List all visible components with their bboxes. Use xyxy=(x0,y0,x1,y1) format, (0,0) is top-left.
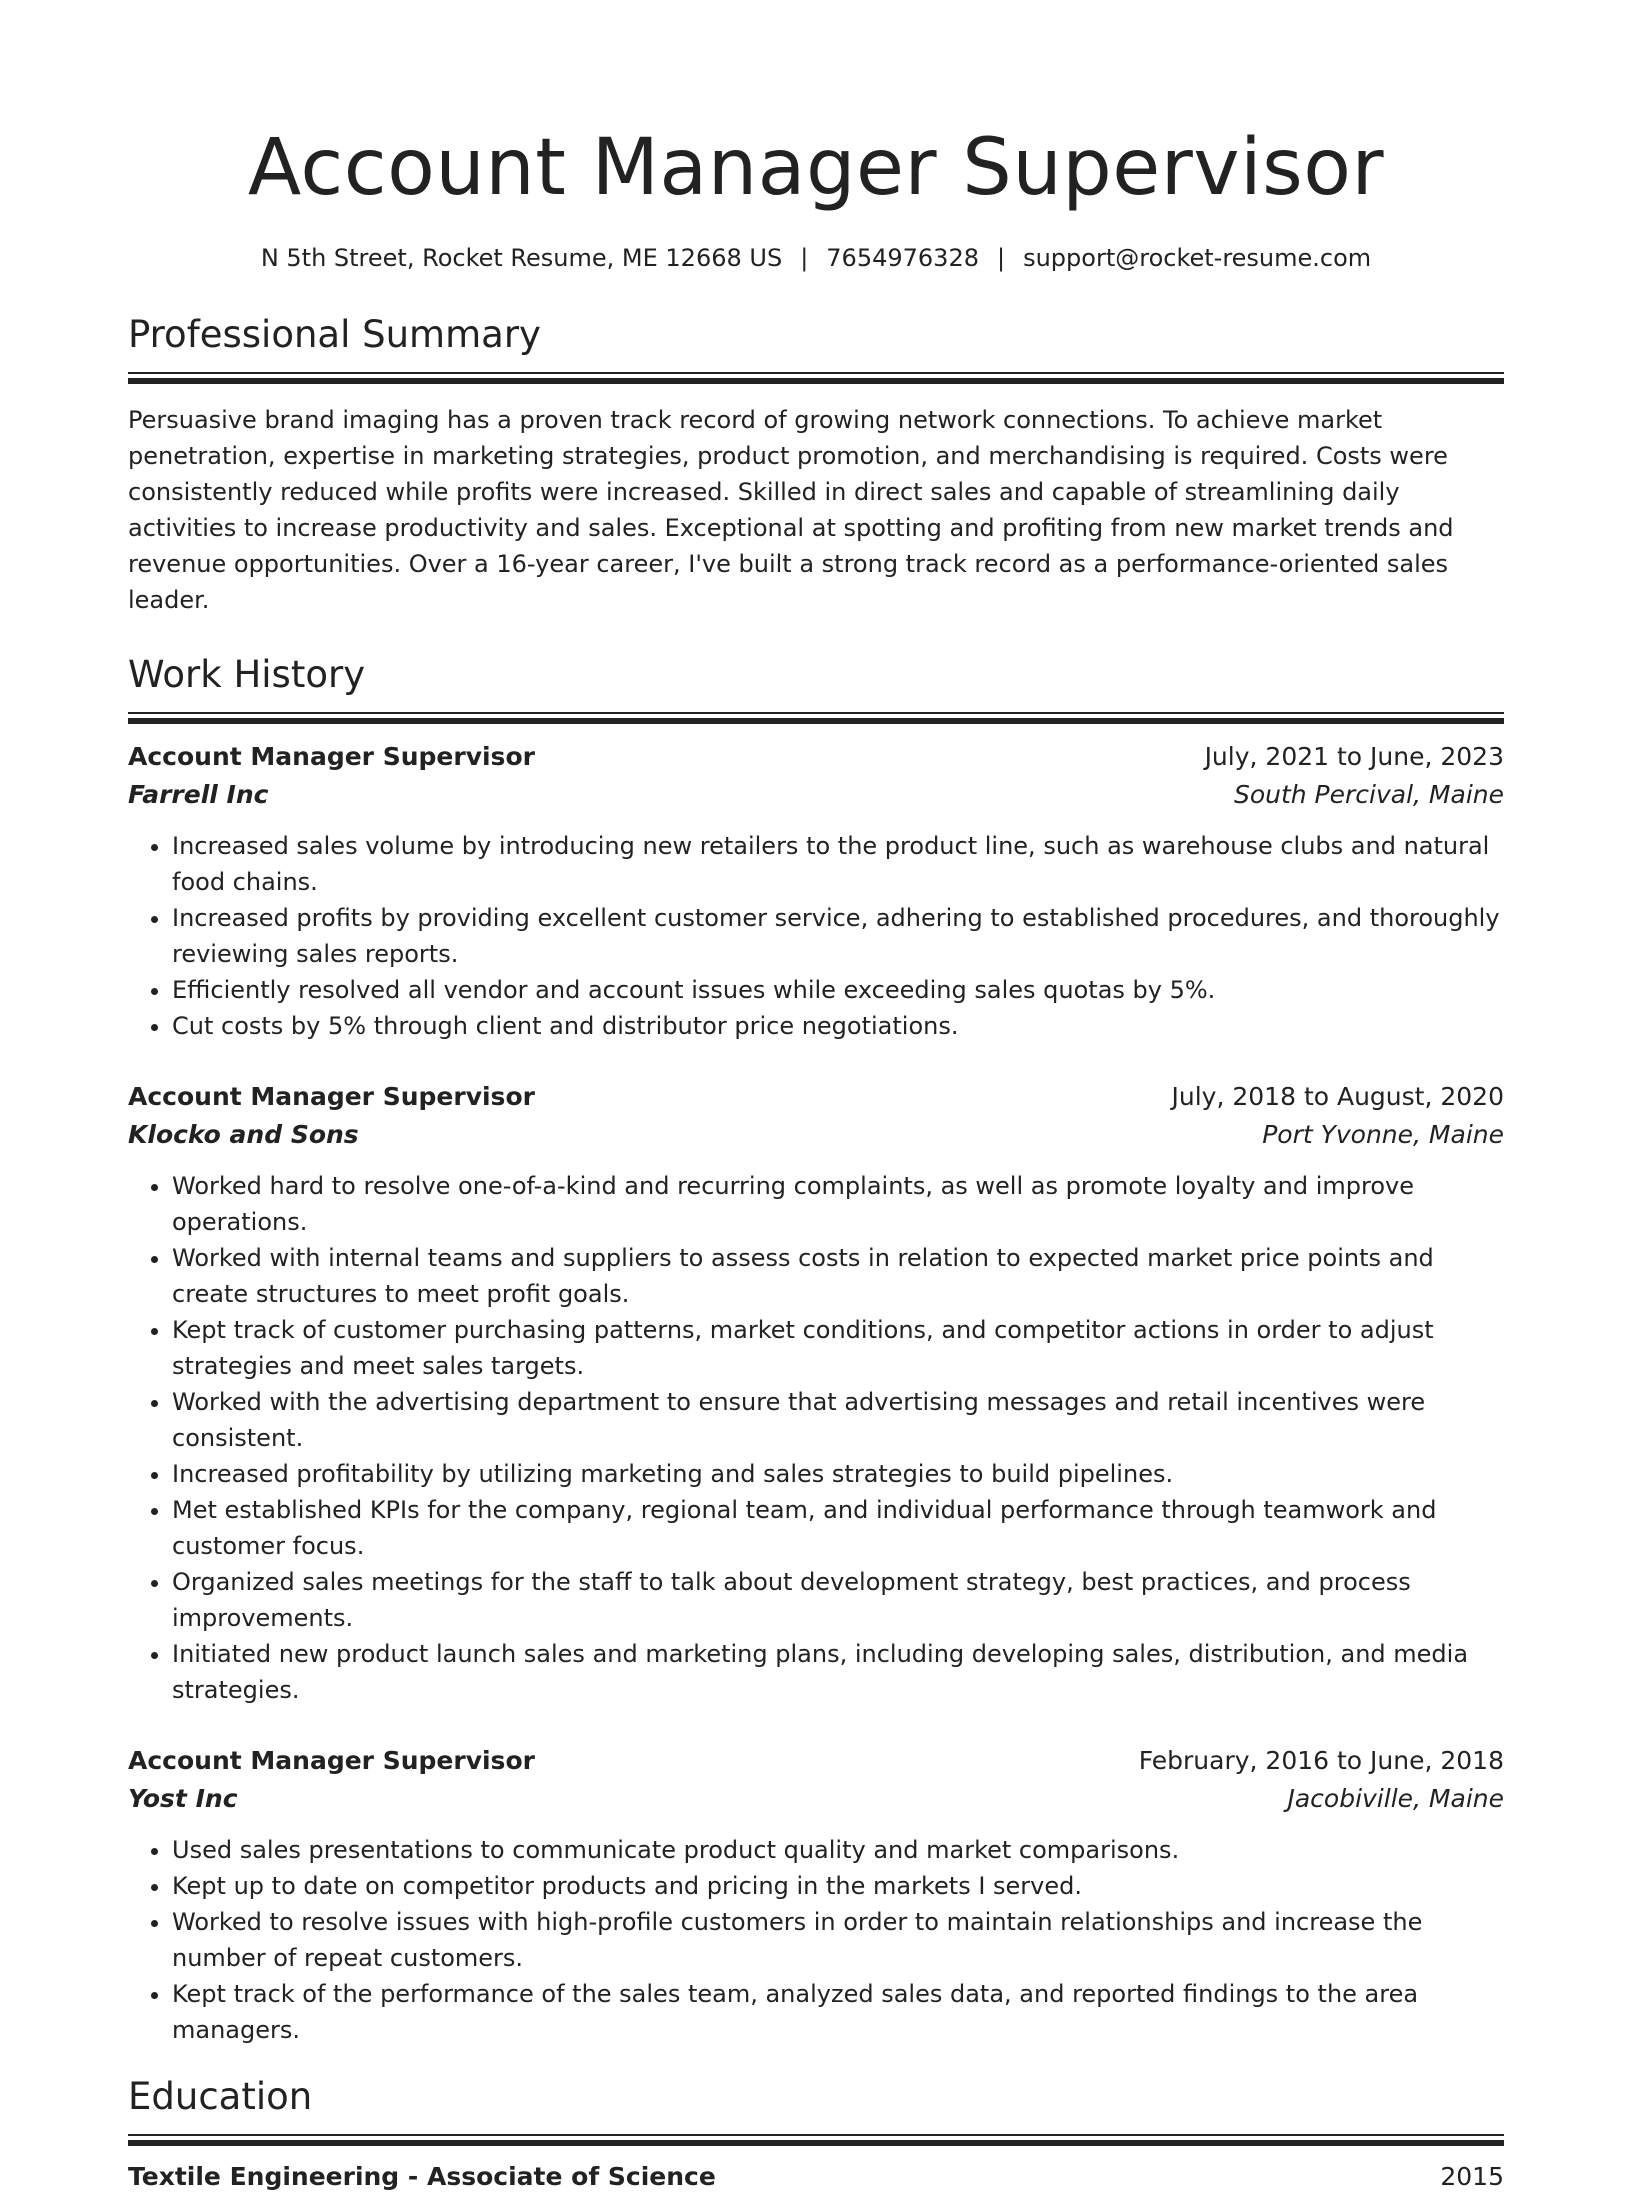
job-bullet: • Used sales presentations to communicate product quality and market comparisons. xyxy=(172,1832,1504,1868)
job-header-row xyxy=(128,1742,1504,1780)
job-bullet-list xyxy=(128,828,1504,1044)
education-section xyxy=(128,2072,1504,2196)
job-subheader-row xyxy=(128,776,1504,814)
education-year: 2015 xyxy=(1440,2162,1504,2191)
education-degree: Textile Engineering - Associate of Science xyxy=(128,2162,716,2191)
job-company: Klocko and Sons xyxy=(128,1120,359,1149)
contact-address: N 5th Street, Rocket Resume, ME 12668 US xyxy=(260,244,783,272)
job-bullet: • Kept up to date on competitor products and pricing in the markets I served. xyxy=(172,1868,1504,1904)
job-bullet: • Organized sales meetings for the staff to talk about development strategy, best practices, and process improvements. xyxy=(172,1564,1504,1636)
job-location: Port Yvonne, Maine xyxy=(1262,1120,1504,1149)
job-subheader-row xyxy=(128,1780,1504,1818)
work-history-section xyxy=(128,650,1504,2048)
job-entry xyxy=(128,1078,1504,1708)
summary-text: Persuasive brand imaging has a proven track record of growing network connections. To achieve market penetration, expertise in marketing strategies, product promotion, and merchandising is required. Costs were consistently reduced while profits were increased. Skilled in direct sales and capable of streamlining daily activities to increase productivity and sales. Exceptional at spotting and profiting from new market trends and revenue opportunities. Over a 16-year career, I've built a strong track record as a performance-oriented sales leader. xyxy=(128,406,1454,614)
candidate-name: Account Manager Supervisor xyxy=(247,123,1385,213)
job-bullet: • Worked hard to resolve one-of-a-kind and recurring complaints, as well as promote loyalty and improve operations. xyxy=(172,1168,1504,1240)
contact-phone: 7654976328 xyxy=(826,244,979,272)
job-company: Farrell Inc xyxy=(128,780,269,809)
professional-summary-section xyxy=(128,310,1504,618)
section-divider xyxy=(128,2134,1504,2136)
job-bullet: • Worked with the advertising department to ensure that advertising messages and retail incentives were consistent. xyxy=(172,1384,1504,1456)
job-location: South Percival, Maine xyxy=(1233,780,1504,809)
job-dates: February, 2016 to June, 2018 xyxy=(1138,1746,1504,1775)
job-bullet: • Efficiently resolved all vendor and account issues while exceeding sales quotas by 5%. xyxy=(172,972,1504,1008)
section-divider xyxy=(128,712,1504,714)
contact-separator: | xyxy=(996,244,1006,272)
job-bullet: • Met established KPIs for the company, regional team, and individual performance through teamwork and customer focus. xyxy=(172,1492,1504,1564)
job-title: Account Manager Supervisor xyxy=(128,1082,535,1111)
job-bullet: • Kept track of the performance of the sales team, analyzed sales data, and reported findings to the area managers. xyxy=(172,1976,1504,2048)
section-divider xyxy=(128,372,1504,374)
section-title-education: Education xyxy=(128,2075,313,2118)
job-bullet: • Initiated new product launch sales and marketing plans, including developing sales, distribution, and media strategies. xyxy=(172,1636,1504,1708)
job-bullet: • Increased profitability by utilizing marketing and sales strategies to build pipelines. xyxy=(172,1456,1504,1492)
job-bullet: • Increased profits by providing excellent customer service, adhering to established procedures, and thoroughly reviewing sales reports. xyxy=(172,900,1504,972)
job-company: Yost Inc xyxy=(128,1784,238,1813)
contact-separator: | xyxy=(800,244,809,272)
job-title: Account Manager Supervisor xyxy=(128,742,535,771)
section-title-work-history: Work History xyxy=(128,653,366,696)
job-bullet: • Cut costs by 5% through client and distributor price negotiations. xyxy=(172,1008,1504,1044)
job-entry xyxy=(128,1742,1504,2048)
contact-email: support@rocket-resume.com xyxy=(1023,244,1372,272)
job-bullet: • Kept track of customer purchasing patterns, market conditions, and competitor actions in order to adjust strategies and meet sales targets. xyxy=(172,1312,1504,1384)
job-bullet: • Worked to resolve issues with high-profile customers in order to maintain relationships and increase the number of repeat customers. xyxy=(172,1904,1504,1976)
job-entry xyxy=(128,738,1504,1044)
job-bullet: • Worked with internal teams and suppliers to assess costs in relation to expected market price points and create structures to meet profit goals. xyxy=(172,1240,1504,1312)
job-bullet-list xyxy=(128,1832,1504,2048)
job-header-row xyxy=(128,738,1504,776)
contact-line xyxy=(128,240,1504,276)
job-bullet: • Increased sales volume by introducing new retailers to the product line, such as warehouse clubs and natural food chains. xyxy=(172,828,1504,900)
job-dates: July, 2018 to August, 2020 xyxy=(1171,1082,1504,1111)
job-dates: July, 2021 to June, 2023 xyxy=(1204,742,1504,771)
section-title-summary: Professional Summary xyxy=(128,313,541,356)
job-subheader-row xyxy=(128,1116,1504,1154)
education-entry xyxy=(128,2158,1504,2196)
job-location: Jacobiville, Maine xyxy=(1287,1784,1504,1813)
job-bullet-list xyxy=(128,1168,1504,1708)
job-header-row xyxy=(128,1078,1504,1116)
job-title: Account Manager Supervisor xyxy=(128,1746,535,1775)
